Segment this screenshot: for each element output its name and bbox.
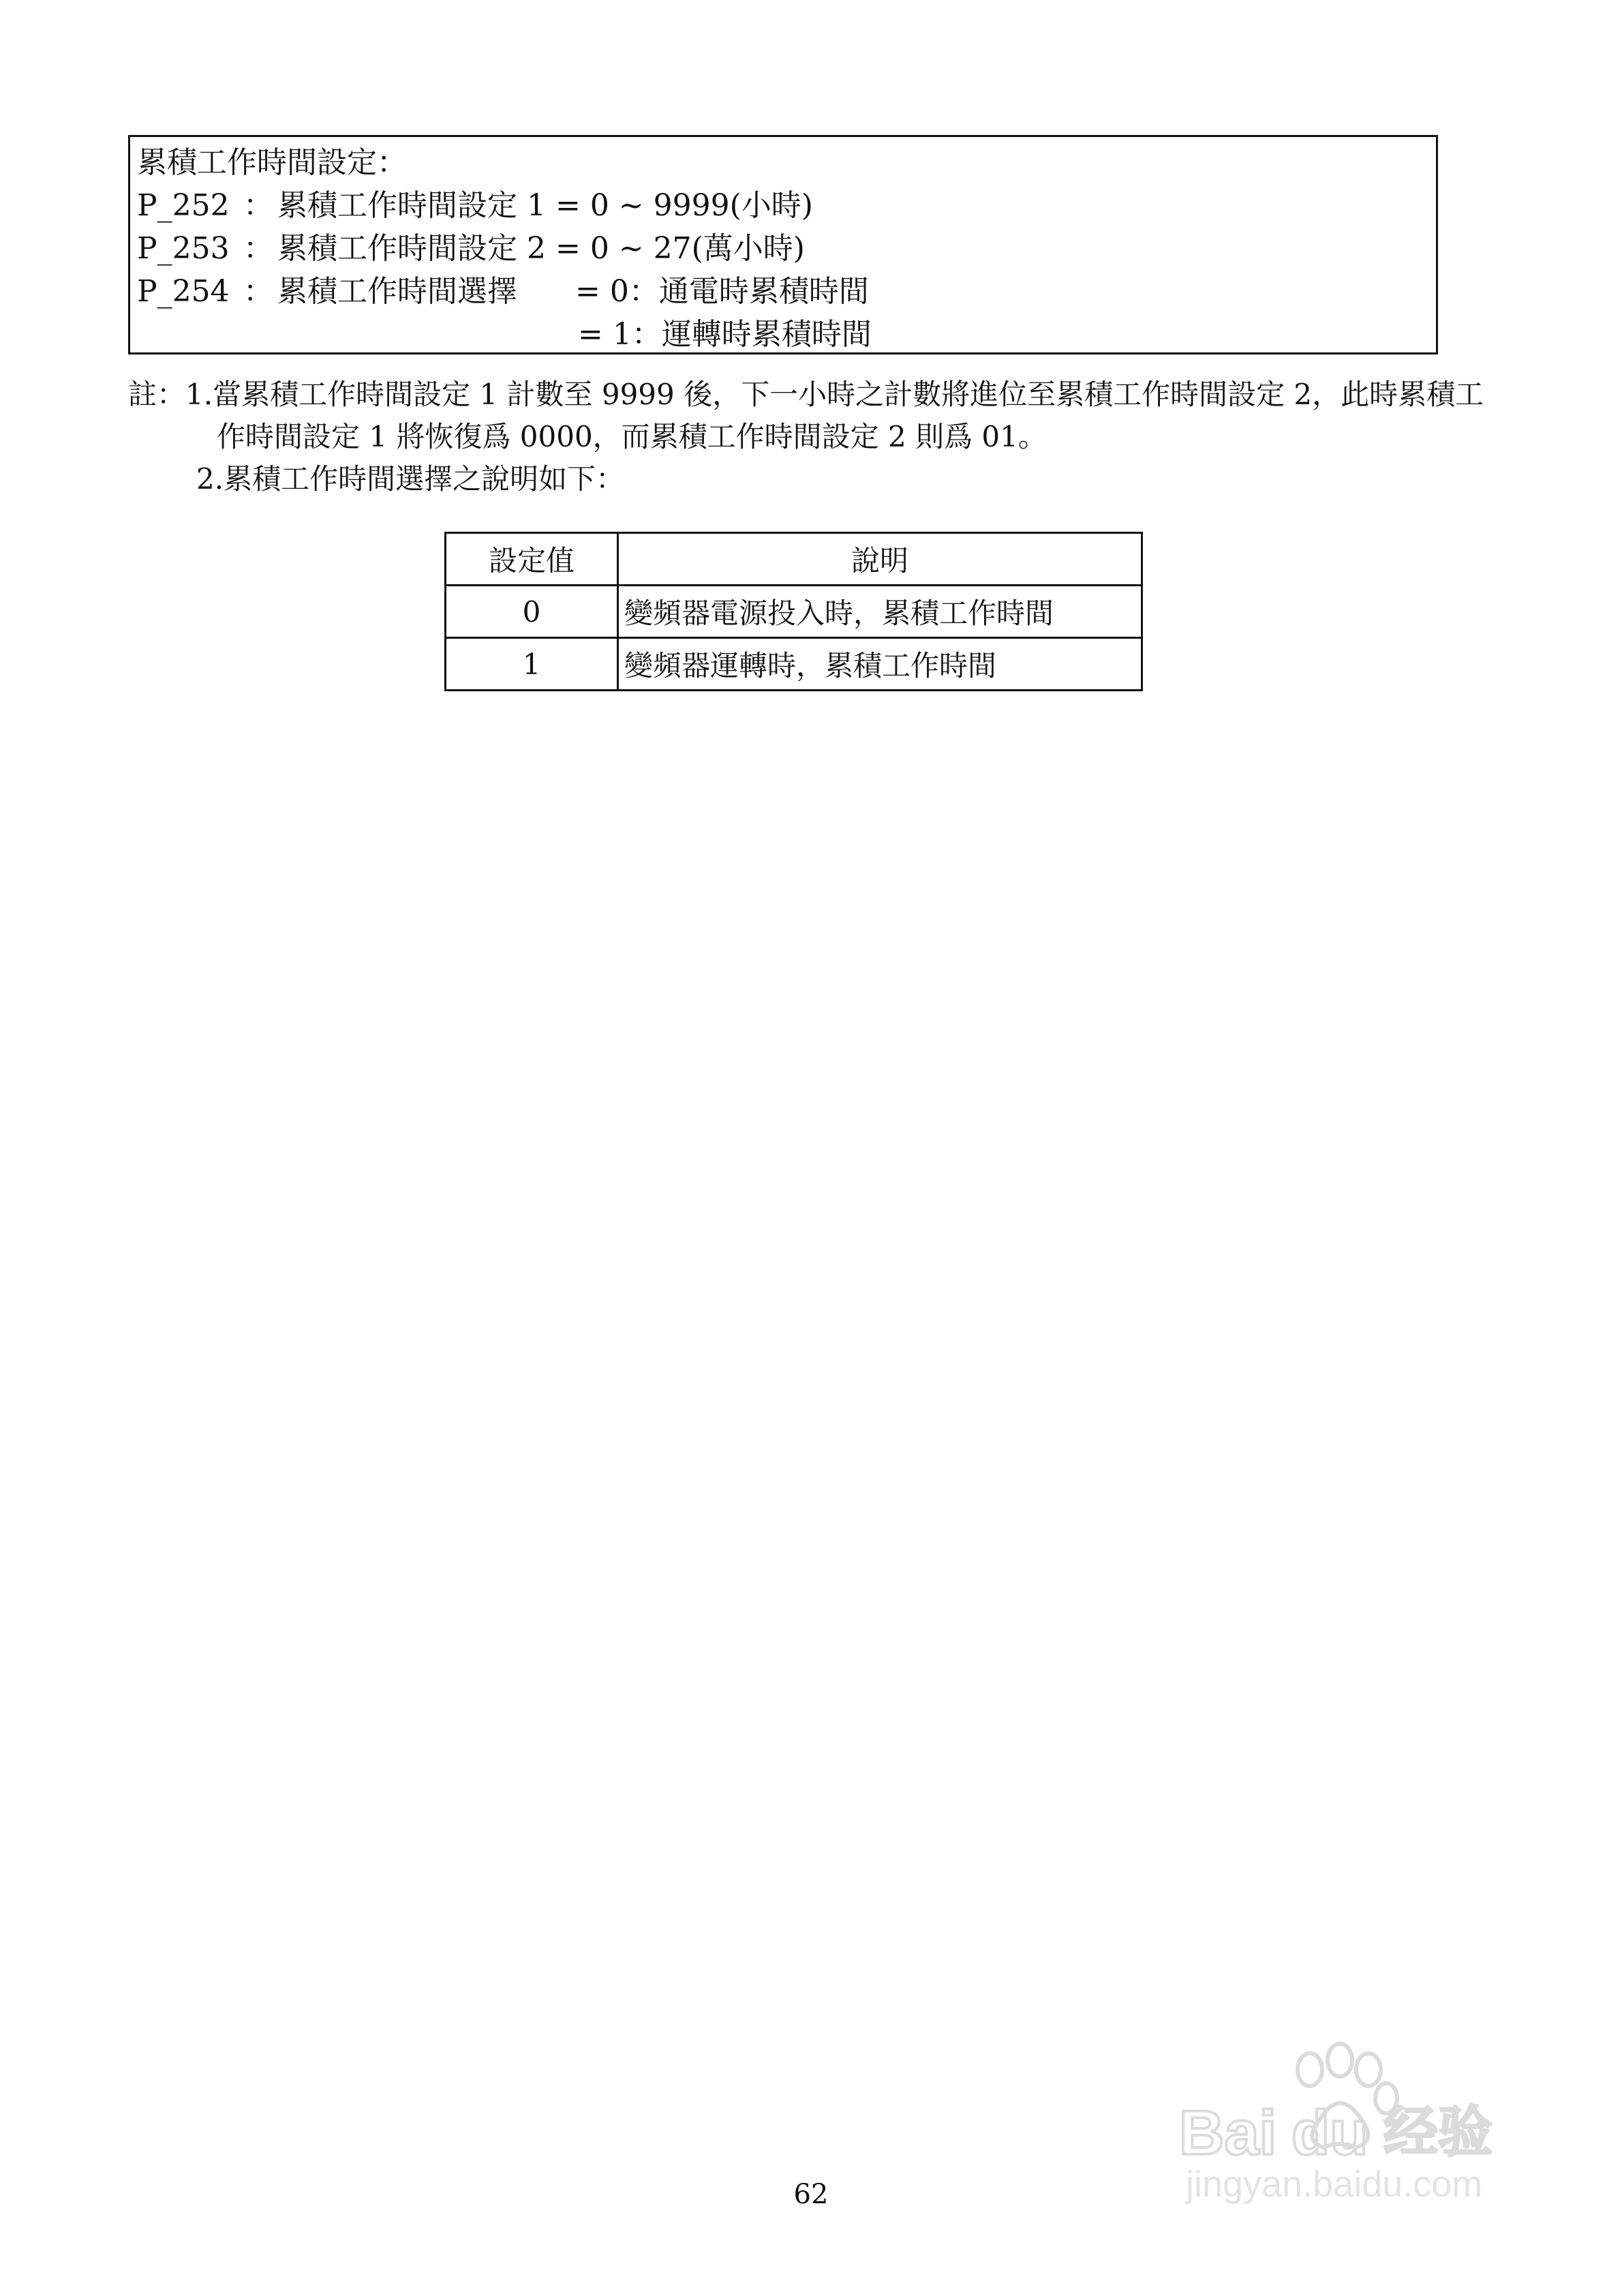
param-colon: ： (243, 188, 273, 223)
table-row (446, 638, 1142, 691)
param-description: 累積工作時間設定 2 = 0 ~ 27(萬小時) (277, 231, 805, 266)
note-1-line-2: 作時間設定 1 將恢復爲 0000，而累積工作時間設定 2 則爲 01。 (217, 420, 1047, 453)
setting-table (444, 532, 1143, 691)
page-number: 62 (793, 2179, 829, 2210)
svg-text:du: du (1291, 2098, 1368, 2168)
table-cell-description: 變頻器運轉時，累積工作時間 (618, 638, 1142, 691)
table-cell-description: 變頻器電源投入時，累積工作時間 (618, 586, 1142, 638)
table-header-value: 設定值 (446, 533, 618, 586)
parameter-box-title: 累積工作時間設定： (137, 145, 407, 180)
param-id: P_252 (137, 188, 230, 223)
param-row-p253 (137, 227, 1429, 270)
table-cell-value: 0 (446, 586, 618, 638)
param-id: P_253 (137, 231, 230, 266)
param-row-p254 (137, 270, 1429, 313)
svg-text:jingyan.baidu.com: jingyan.baidu.com (1186, 2164, 1483, 2205)
note-1-line-1: 註：1.當累積工作時間設定 1 計數至 9999 後，下一小時之計數將進位至累積工作時間設定 2，此時累積工 (128, 378, 1484, 411)
table-row (446, 586, 1142, 638)
table-cell-value: 1 (446, 638, 618, 691)
table-header-description: 說明 (618, 533, 1142, 586)
param-row-p254-option-1 (137, 313, 1429, 356)
param-description: 累積工作時間設定 1 = 0 ~ 9999(小時) (277, 188, 813, 223)
param-option-0: = 0：通電時累積時間 (575, 274, 869, 309)
table-header-row (446, 533, 1142, 586)
param-description: 累積工作時間選擇 (277, 274, 517, 309)
note-2: 2.累積工作時間選擇之說明如下： (196, 462, 625, 496)
param-option-1: = 1：運轉時累積時間 (578, 317, 872, 352)
param-id: P_254 (137, 274, 230, 309)
parameter-box (128, 135, 1438, 354)
param-row-p252 (137, 184, 1429, 227)
param-colon: ： (243, 274, 273, 309)
svg-text:Bai: Bai (1179, 2098, 1277, 2168)
svg-text:经验: 经验 (1383, 2100, 1493, 2164)
param-colon: ： (243, 231, 273, 266)
notes-section (128, 374, 1525, 500)
